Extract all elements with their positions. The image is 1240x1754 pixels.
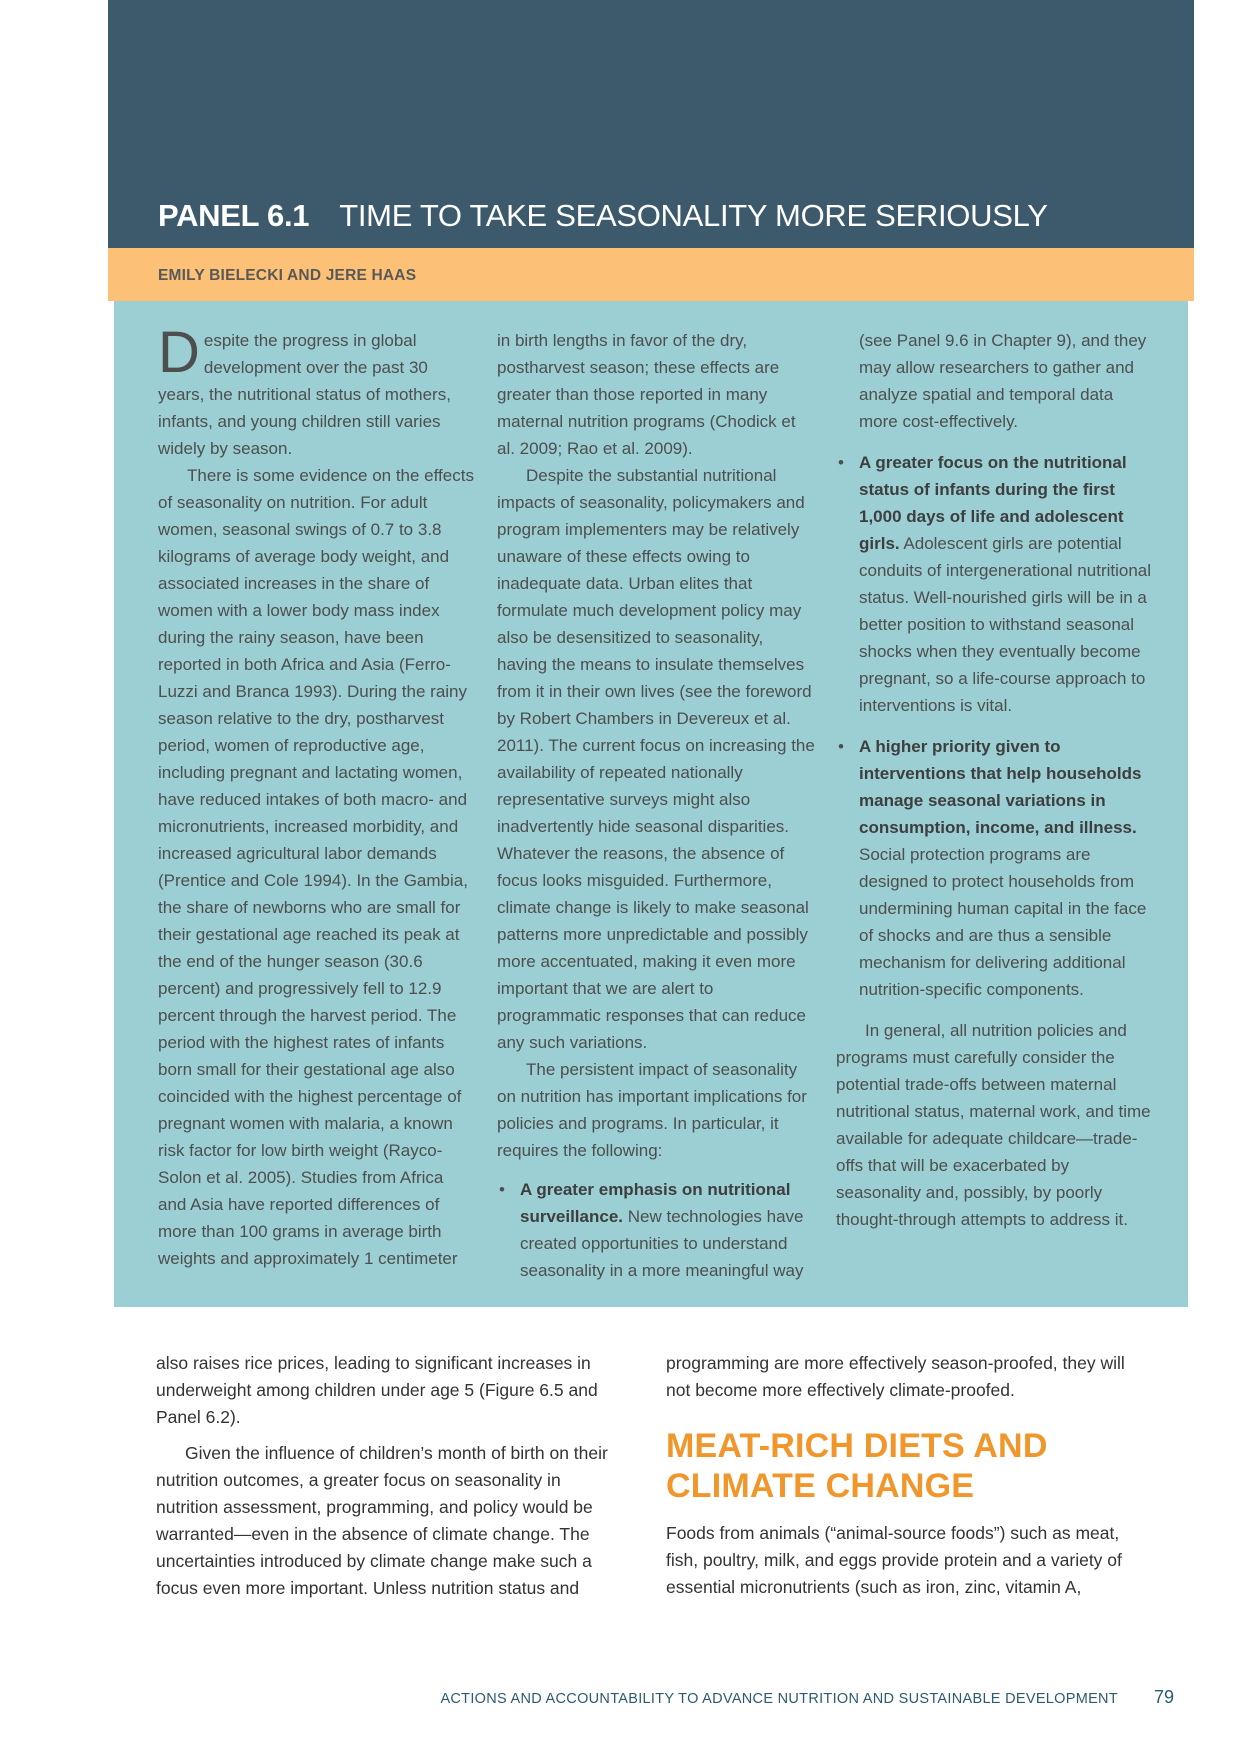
- bullet-item: [836, 733, 1154, 1003]
- panel-column-2: [497, 327, 816, 1298]
- bullet-text: New technologies have created opportunities to understand seasonality in a more meaningful way: [520, 1207, 804, 1280]
- body-column-2: [666, 1350, 1136, 1610]
- bullet-lead: A greater focus on the nutritional status of infants during the first 1,000 days of life and adolescent girls.: [859, 453, 1127, 553]
- drop-cap: D: [158, 320, 200, 385]
- running-footer: ACTIONS AND ACCOUNTABILITY TO ADVANCE NUTRITION AND SUSTAINABLE DEVELOPMENT: [440, 1691, 1118, 1707]
- body-paragraph: programming are more effectively season-proofed, they will not become more effectively climate-proofed.: [666, 1353, 1125, 1400]
- panel-authors: EMILY BIELECKI AND JERE HAAS: [158, 267, 417, 284]
- panel-number: PANEL 6.1: [158, 198, 310, 233]
- bullet-marker: •: [838, 737, 844, 756]
- panel-paragraph: Despite the substantial nutritional impacts of seasonality, policymakers and program implementers may be relatively unaware of these effects owing to inadequate data. Urban elites that formulate much development policy may also be desensitized to seasonality, having the means to insulate themselves from it in their own lives (see the foreword by Robert Chambers in Devereux et al. 2011). The current focus on increasing the availability of repeated nationally representative surveys might also inadvertently hide seasonal disparities. Whatever the reasons, the absence of focus looks misguided. Furthermore, climate change is likely to make seasonal patterns more unpredictable and possibly more accentuated, making it even more important that we are alert to programmatic responses that can reduce any such variations.: [497, 466, 815, 1052]
- panel-header: [108, 0, 1194, 248]
- section-heading: MEAT-RICH DIETS AND CLIMATE CHANGE: [666, 1427, 1048, 1505]
- panel-paragraph: [158, 320, 476, 462]
- bullet-continuation: (see Panel 9.6 in Chapter 9), and they may allow researchers to gather and analyze spatial and temporal data more cost-effectively.: [859, 331, 1147, 431]
- body-paragraph: also raises rice prices, leading to significant increases in underweight among children under age 5 (Figure 6.5 and Panel 6.2).: [156, 1353, 598, 1427]
- bullet-lead: A higher priority given to interventions that help households manage seasonal variations in consumption, income, and illness.: [859, 737, 1142, 837]
- bullet-item: [497, 1176, 816, 1284]
- author-band: [108, 248, 1194, 301]
- panel-paragraph: in birth lengths in favor of the dry, postharvest season; these effects are greater than those reported in many maternal nutrition programs (Chodick et al. 2009; Rao et al. 2009).: [497, 331, 796, 458]
- bullet-marker: •: [838, 453, 844, 472]
- panel-body: [114, 301, 1188, 1307]
- panel-title-text: TIME TO TAKE SEASONALITY MORE SERIOUSLY: [339, 198, 1048, 233]
- panel-paragraph: The persistent impact of seasonality on nutrition has important implications for policies and programs. In particular, it requires the following:: [497, 1060, 807, 1160]
- panel-column-1: [158, 320, 476, 1272]
- panel-title: [158, 198, 1048, 234]
- paragraph-text: espite the progress in global development over the past 30 years, the nutritional status of mothers, infants, and young children still varies widely by season.: [158, 331, 451, 458]
- page-number: 79: [1154, 1687, 1175, 1707]
- body-paragraph: Given the influence of children’s month of birth on their nutrition outcomes, a greater focus on seasonality in nutrition assessment, programming, and policy would be warranted—even in the absence of climate change. The uncertainties introduced by climate change make such a focus even more important. Unless nutrition status and: [156, 1443, 608, 1598]
- bullet-item: [836, 449, 1154, 719]
- panel-paragraph: There is some evidence on the effects of seasonality on nutrition. For adult women, seasonal swings of 0.7 to 3.8 kilograms of average body weight, and associated increases in the share of women with a lower body mass index during the rainy season, have been reported in both Africa and Asia (Ferro-Luzzi and Branca 1993). During the rainy season relative to the dry, postharvest period, women of reproductive age, including pregnant and lactating women, have reduced intakes of both macro- and micronutrients, increased morbidity, and increased agricultural labor demands (Prentice and Cole 1994). In the Gambia, the share of newborns who are small for their gestational age reached its peak at the end of the hunger season (30.6 percent) and progressively fell to 12.9 percent through the harvest period. The period with the highest rates of infants born small for their gestational age also coincided with the highest percentage of pregnant women with malaria, a known risk factor for low birth weight (Rayco-Solon et al. 2005). Studies from Africa and Asia have reported differences of more than 100 grams in average birth weights and approximately 1 centimeter: [158, 466, 474, 1268]
- bullet-lead: A greater emphasis on nutritional surveillance.: [520, 1180, 791, 1226]
- panel-paragraph: In general, all nutrition policies and programs must carefully consider the potential trade-offs between maternal nutritional status, maternal work, and time available for adequate childcare—trade-offs that will be exacerbated by seasonality and, possibly, by poorly thought-through attempts to address it.: [836, 1021, 1151, 1229]
- body-paragraph: Foods from animals (“animal-source foods”) such as meat, fish, poultry, milk, and eggs provide protein and a variety of essential micronutrients (such as iron, zinc, vitamin A,: [666, 1523, 1122, 1597]
- bullet-marker: •: [499, 1180, 505, 1199]
- bullet-text: Adolescent girls are potential conduits of intergenerational nutritional status. Well-nourished girls will be in a better position to withstand seasonal shocks when they eventually become pregnant, so a life-course approach to interventions is vital.: [859, 534, 1152, 715]
- bullet-text: Social protection programs are designed to protect households from undermining human capital in the face of shocks and are thus a sensible mechanism for delivering additional nutrition-specific components.: [859, 845, 1147, 999]
- body-column-1: [156, 1350, 626, 1611]
- panel-column-3: [836, 327, 1154, 1233]
